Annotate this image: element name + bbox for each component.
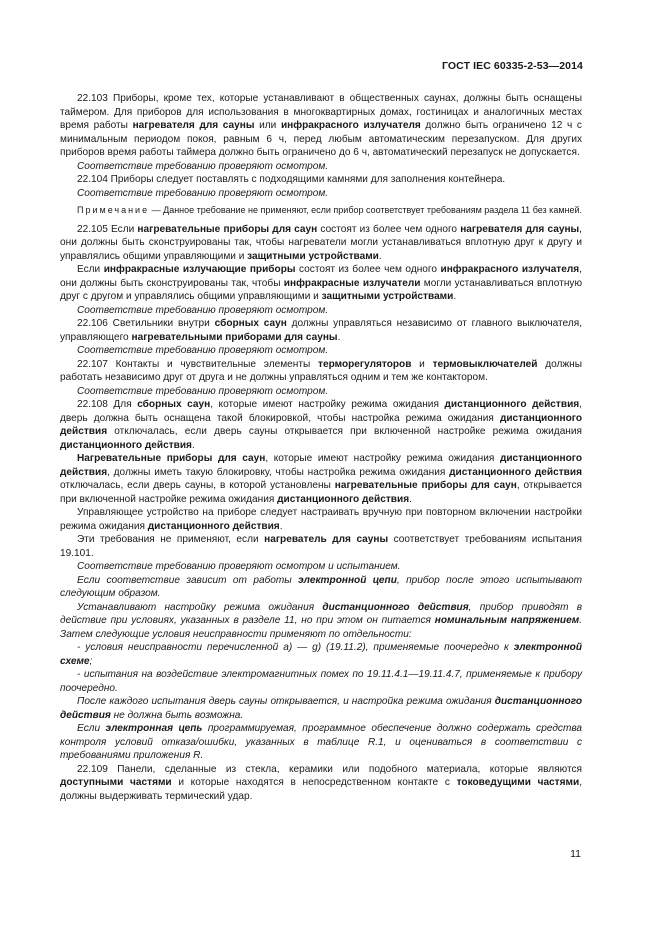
text-run: и <box>411 358 433 370</box>
page-number: 11 <box>570 848 581 860</box>
text-run: 22.105 Если <box>77 223 138 235</box>
note-paragraph <box>60 204 582 217</box>
term-bold: терморегуляторов <box>318 358 412 370</box>
text-run: Соответствие требованию проверяют осмотром. <box>77 385 329 397</box>
italic-paragraph <box>60 160 582 174</box>
document-body <box>60 92 582 803</box>
text-run: 22.103 Приборы, кроме тех, которые устанавливают в общественных саунах, должны быть оснащены таймером. Для приборов для использования в многоквартирных домах, гостиницах и аналогичных местах время работы <box>60 93 582 131</box>
italic-paragraph <box>60 385 582 399</box>
text-run: и которые находятся в непосредственном контакте с <box>171 777 457 788</box>
text-run: 22.104 Приборы следует поставлять с подходящими камнями для заполнения контейнера. <box>77 174 506 185</box>
text-run: — Данное требование не применяют, если прибор соответствует требованиям раздела 11 без камней. <box>149 205 583 215</box>
text-run: не должна быть возможна. <box>110 709 244 721</box>
italic-paragraph <box>60 187 582 201</box>
term-bold: инфракрасного излучателя <box>280 120 421 131</box>
text-run: Если <box>77 264 104 275</box>
term-bold: доступными частями <box>60 777 172 788</box>
text-run: должны работать независимо друг от друга и не должны управляться одним и тем же контактором. <box>60 358 582 383</box>
term-bold: инфракрасные излучатели <box>283 277 421 289</box>
text-run: ; <box>89 655 93 667</box>
text-run: Соответствие требованию проверяют осмотром. <box>77 345 329 356</box>
term-bold: дистанционного действия <box>449 466 582 478</box>
text-run: должно быть ограничено 12 ч с минимальным периодом покоя, равным 6 ч, перед любым автоматическим перезапуском. Для других приборов время работы таймера должно быть ограничено до 6 ч, автоматический перезапуск не допускается. <box>60 120 582 158</box>
paragraph <box>60 763 582 804</box>
paragraph <box>60 173 582 187</box>
term-bold: дистанционного действия <box>60 439 192 451</box>
term-bold: номинальным напряжением <box>434 615 580 626</box>
term-bold: нагреватель для сауны <box>264 534 389 545</box>
text-run: Устанавливают настройку режима ожидания <box>77 601 323 613</box>
paragraph <box>60 452 582 506</box>
term-bold: дистанционного действия <box>444 399 580 410</box>
text-run: . <box>279 520 283 532</box>
italic-paragraph <box>60 641 582 668</box>
term-bold: электронной схеме <box>60 642 582 667</box>
text-run: , которые имеют настройку режима ожидания <box>265 453 500 464</box>
italic-paragraph <box>60 695 582 722</box>
term-bold: электронной цепи <box>298 574 397 586</box>
paragraph <box>60 398 582 452</box>
text-run: Управляющее устройство на приборе следует настраивать вручную при повторном включении настройки режима ожидания <box>60 507 582 532</box>
term-bold: нагревателя для сауны <box>132 120 255 131</box>
paragraph <box>60 317 582 344</box>
text-run: или <box>254 120 281 131</box>
term-bold: нагревателя для сауны <box>460 223 580 235</box>
italic-paragraph <box>60 668 582 695</box>
italic-paragraph <box>60 574 582 601</box>
paragraph <box>60 533 582 560</box>
term-bold: нагревательными приборами для сауны <box>131 331 338 343</box>
term-bold: дистанционного действия <box>147 520 280 532</box>
term-bold: защитными устройствами <box>321 291 454 302</box>
term-bold: токоведущими частями <box>456 777 580 788</box>
text-run: состоят из более чем одного <box>295 264 441 275</box>
text-run: 22.109 Панели, сделанные из стекла, керамики или подобного материала, которые являются <box>77 763 582 775</box>
text-run: могли устанавливаться вплотную друг с другом и управлялись общими управляющими и <box>60 277 583 302</box>
text-run: - испытания на воздействие электромагнитных помех по 19.11.4.1—19.11.4.7, применяемые к прибору поочередно. <box>60 669 582 694</box>
text-run: отключалась, если дверь сауны открывается при включенной настройке режима ожидания <box>107 426 582 437</box>
term-bold: термовыключателей <box>432 358 538 370</box>
italic-paragraph <box>60 304 582 318</box>
paragraph <box>60 263 582 304</box>
paragraph <box>60 223 582 264</box>
text-run: - условия неисправности перечисленной a) — g) (19.11.2), применяемые поочередно к <box>77 642 514 653</box>
text-run: После каждого испытания дверь сауны открывается, и настройка режима ожидания <box>77 696 495 707</box>
text-run: , открывается при включенной настройке режима ожидания <box>60 480 582 505</box>
text-run: Эти требования не применяют, если <box>77 534 265 545</box>
text-run: Соответствие требованию проверяют осмотром. <box>77 160 329 172</box>
text-run: 22.107 Контакты и чувствительные элементы <box>77 358 319 370</box>
term-bold: дистанционного действия <box>60 412 582 437</box>
paragraph <box>60 92 582 160</box>
text-run: Соответствие требованию проверяют осмотром. <box>77 304 329 316</box>
italic-paragraph <box>60 344 582 358</box>
text-run: должны управляться независимо от главного выключателя, управляющего <box>60 318 582 343</box>
text-run: , прибор приводят в действие при условиях, указанных в разделе 11, но при этом он питается <box>60 601 583 626</box>
term-bold: защитными устройствами <box>247 250 379 262</box>
italic-paragraph <box>60 722 582 763</box>
text-run: . Затем следующие условия неисправности применяют по отдельности: <box>60 615 582 640</box>
text-run: , дверь должна быть оснащена такой блокировкой, чтобы настройка режима ожидания <box>60 399 582 424</box>
term-bold: сборных саун <box>214 318 287 329</box>
text-run: состоят из более чем одного <box>317 223 461 235</box>
text-run: , которые имеют настройку режима ожидания <box>210 399 445 410</box>
term-bold: дистанционного действия <box>277 493 410 505</box>
text-run: отключалась, если дверь сауны, в которой установлены <box>60 480 335 491</box>
term-bold: дистанционного действия <box>60 696 582 721</box>
term-bold: нагревательные приборы для саун <box>137 223 318 235</box>
text-run: , они должны быть сконструированы так, чтобы <box>60 264 582 289</box>
paragraph <box>60 506 582 533</box>
text-run: Если <box>77 723 106 734</box>
italic-paragraph <box>60 601 582 642</box>
term-bold: дистанционного действия <box>322 601 469 613</box>
term-bold: дистанционного действия <box>60 453 582 478</box>
text-run: . <box>409 493 412 505</box>
term-bold: сборных саун <box>137 399 211 410</box>
text-run: Если соответствие зависит от работы <box>77 574 299 586</box>
text-run: . <box>453 291 457 302</box>
text-run: . <box>378 250 382 262</box>
paragraph <box>60 358 582 385</box>
text-run: 22.108 Для <box>77 399 138 410</box>
text-run: программируемая, программное обеспечение должно содержать средства контроля условий отказа/ошибки, указанных в таблице R.1, и оцениваться в соответствии с требованиями приложения R. <box>60 723 583 761</box>
term-bold: Нагревательные приборы для саун <box>77 453 266 464</box>
text-run: Соответствие требованию проверяют осмотром. <box>77 187 329 199</box>
term-bold: инфракрасного излучателя <box>440 264 580 275</box>
text-run: . <box>337 331 341 343</box>
text-run: . <box>191 439 195 451</box>
standard-header: ГОСТ IEC 60335-2-53—2014 <box>441 60 583 72</box>
text-run: Соответствие требованию проверяют осмотром и испытанием. <box>77 561 401 572</box>
text-run: , они должны быть сконструированы так, чтобы нагреватели могли устанавливаться вплотную друг к другу и управлялись общими управляющими и <box>60 223 582 262</box>
term-bold: электронная цепь <box>105 723 203 734</box>
note-label: Примечание <box>77 205 150 215</box>
text-run: 22.106 Светильники внутри <box>77 318 215 329</box>
text-run: , прибор после этого испытывают следующим образом. <box>60 574 582 599</box>
text-run: соответствует требованиям испытания 19.101. <box>60 534 582 559</box>
text-run: , должны выдерживать термический удар. <box>60 777 582 802</box>
text-run: , должны иметь такую блокировку, чтобы настройка режима ожидания <box>107 466 450 478</box>
term-bold: инфракрасные излучающие приборы <box>103 264 296 275</box>
term-bold: нагревательные приборы для саун <box>334 480 517 491</box>
italic-paragraph <box>60 560 582 574</box>
